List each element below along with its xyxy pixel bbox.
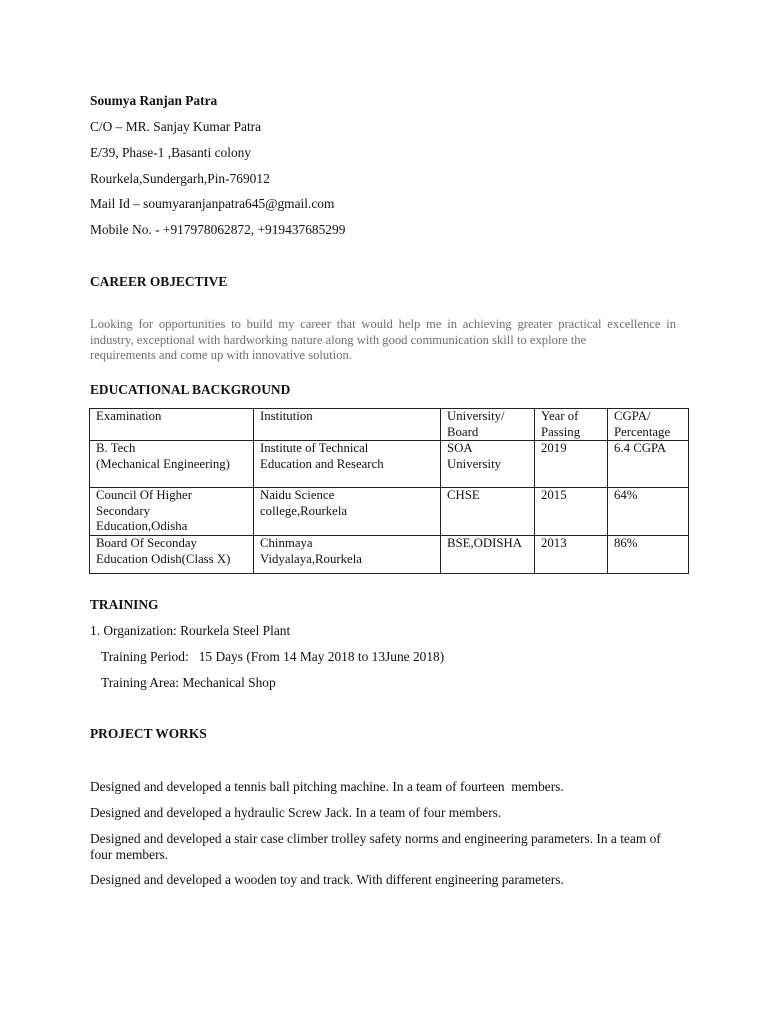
cell-text: University (447, 456, 502, 471)
table-cell (608, 488, 689, 536)
training-organization: 1. Organization: Rourkela Steel Plant (90, 623, 291, 638)
cell-text: Board (447, 424, 479, 439)
care-of-line: C/O – MR. Sanjay Kumar Patra (90, 119, 262, 134)
training-area: Training Area: Mechanical Shop (101, 675, 276, 690)
cell-text: 6.4 CGPA (614, 441, 667, 456)
cell-text: Secondary (96, 503, 151, 518)
cell-text: CHSE (447, 488, 480, 503)
cell-text: B. Tech (96, 441, 136, 456)
address-line-1: E/39, Phase-1 ,Basanti colony (90, 145, 252, 160)
cell-text: SOA (447, 441, 473, 456)
cell-text: Institute of Technical (260, 441, 369, 456)
cell-text: 64% (614, 488, 638, 503)
table-header-cell (254, 409, 441, 441)
career-objective-heading: CAREER OBJECTIVE (90, 274, 228, 289)
cell-text: Percentage (614, 424, 671, 439)
table-header-cell (90, 409, 254, 441)
table-header-cell (441, 409, 535, 441)
project-works-heading: PROJECT WORKS (90, 726, 207, 741)
cell-text: Education,Odisha (96, 519, 188, 534)
training-period: Training Period: 15 Days (From 14 May 2018 to 13June 2018) (101, 649, 445, 664)
cell-text: Year of (541, 409, 579, 423)
cell-text: Institution (260, 409, 313, 423)
cell-text: 2019 (541, 441, 567, 456)
email-line: Mail Id – soumyaranjanpatra645@gmail.com (90, 196, 335, 211)
table-header-row (90, 409, 689, 441)
cell-text: CGPA/ (614, 409, 651, 423)
table-cell (441, 441, 535, 488)
cell-text: Education and Research (260, 456, 384, 471)
cell-text: Council Of Higher (96, 488, 192, 503)
table-cell (608, 535, 689, 573)
project-item: Designed and developed a tennis ball pitching machine. In a team of fourteen members. (90, 779, 564, 794)
table-row (90, 535, 689, 573)
cell-text: BSE,ODISHA (447, 535, 523, 550)
table-cell (90, 488, 254, 536)
table-header-cell (535, 409, 608, 441)
cell-text: Education Odish(Class X) (96, 551, 231, 566)
cell-text: 2013 (541, 535, 567, 550)
table-row (90, 488, 689, 536)
cell-text: University/ (447, 409, 505, 423)
career-objective-body: Looking for opportunities to build my career that would help me in achieving greater practical excellence in industry, exceptional with hardworking nature along with good communication skill to explore the (90, 317, 676, 347)
cell-text: Passing (541, 424, 581, 439)
table-cell (254, 441, 441, 488)
cell-text: 2015 (541, 488, 567, 503)
table-cell (608, 441, 689, 488)
table-cell (535, 441, 608, 488)
training-heading: TRAINING (90, 597, 159, 612)
address-line-2: Rourkela,Sundergarh,Pin-769012 (90, 171, 270, 186)
table-cell (254, 535, 441, 573)
cell-text: Vidyalaya,Rourkela (260, 551, 362, 566)
project-item: Designed and developed a hydraulic Screw Jack. In a team of four members. (90, 805, 502, 820)
table-cell (90, 441, 254, 488)
cell-text: 86% (614, 535, 638, 550)
mobile-line: Mobile No. - +917978062872, +919437685299 (90, 222, 346, 237)
table-cell (441, 535, 535, 573)
cell-text: Examination (96, 409, 162, 423)
cell-text: college,Rourkela (260, 503, 348, 518)
cell-text: Chinmaya (260, 535, 313, 550)
education-heading: EDUCATIONAL BACKGROUND (90, 382, 291, 397)
table-header-cell (608, 409, 689, 441)
cell-text: Naidu Science (260, 488, 335, 503)
cell-text: (Mechanical Engineering) (96, 456, 230, 471)
project-item: Designed and developed a stair case climber trolley safety norms and engineering parameters. In a team of four members. (90, 831, 661, 862)
table-cell (254, 488, 441, 536)
table-cell (535, 488, 608, 536)
cell-text: Board Of Seconday (96, 535, 197, 550)
candidate-name: Soumya Ranjan Patra (90, 93, 218, 108)
table-cell (535, 535, 608, 573)
career-objective-text (90, 317, 676, 364)
table-cell (90, 535, 254, 573)
education-table (89, 408, 689, 574)
table-cell (441, 488, 535, 536)
career-objective-last-line: requirements and come up with innovative solution. (90, 348, 352, 363)
project-item: Designed and developed a wooden toy and track. With different engineering parameters. (90, 872, 564, 887)
table-row (90, 441, 689, 488)
